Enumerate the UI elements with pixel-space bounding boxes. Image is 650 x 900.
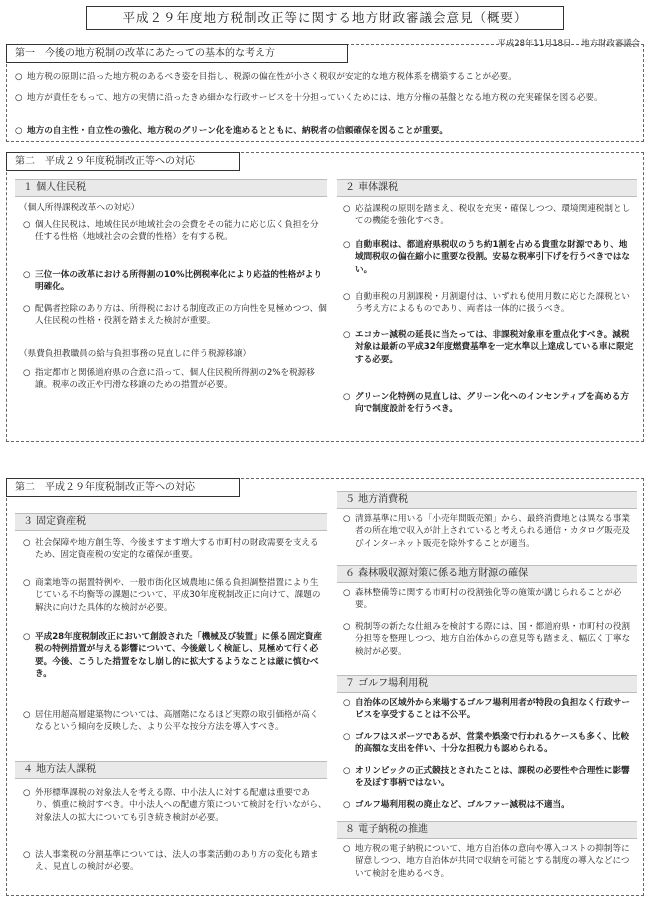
list-item: ○ ゴルフ場利用税の廃止など、ゴルファー減税は不適当。 <box>355 799 635 811</box>
subsection-heading: ８ 電子納税の推進 <box>337 821 637 839</box>
list-item: ○ オリンピックの正式競技とされたことは、課税の必要性や合理性に影響を及ぼす事柄ではない。 <box>355 765 635 790</box>
section-2-left-column <box>15 179 327 437</box>
section-3-heading: 第二 平成２９年度税制改正等への対応 <box>6 478 240 497</box>
list-item: ○ 税制等の新たな仕組みを検討する際には、国・都道府県・市町村の役割分担等を整理しつつ、地方自治体からの意見等も踏まえ、幅広く丁寧な検討が必要。 <box>355 621 635 658</box>
list-item: ○ 自動車税の月割課税・月割還付は、いずれも使用月数に応じた課税という考え方によるものであり、両者は一体的に扱うべき。 <box>355 291 635 316</box>
list-item: ○ 森林整備等に関する市町村の役割強化等の施策が講じられることが必要。 <box>355 587 635 612</box>
list-item: ○ 三位一体の改革における所得割の10%比例税率化により応益的性格がより明確化。 <box>35 269 327 294</box>
page-title-text: 平成２９年度地方税制改正等に関する地方財政審議会意見（概要） <box>122 10 528 26</box>
date: 平成28年11月18日 <box>497 38 572 48</box>
subsection-heading: ３ 固定資産税 <box>15 513 327 531</box>
list-item: ○ 清算基準に用いる「小売年間販売額」から、最終消費地とは異なる事業者の所在地で収入が計上されていると考えられる通信・カタログ販売及びインターネット販売を除外することが適当。 <box>355 513 635 550</box>
list-item: ○ 居住用超高層建築物については、高層階になるほど実際の取引価格が高くなるという傾向を反映した、より公平な按分方法を導入すべき。 <box>35 709 327 734</box>
section-2-right-column <box>337 179 637 437</box>
section-1-item: ○ 地方の自主性・自立性の強化、地方税のグリーン化を進めるとともに、納税者の信頼確保を図ることが重要。 <box>27 125 627 137</box>
list-item: ○ 個人住民税は、地域住民が地域社会の会費をその能力に応じ広く負担を分任する性格（地域社会の会費的性格）を有する税。 <box>35 219 327 244</box>
list-item: ○ ゴルフはスポーツであるが、営業や娯楽で行われるケースも多く、比較的高額な支出を伴い、十分な担税力も認められる。 <box>355 731 635 756</box>
list-item: ○ 外形標準課税の対象法人を考える際、中小法人に対する配慮は重要であり、慎重に検討すべき。中小法人への配慮方策について検討を行いながら、対象法人の拡大についても引き続き検討が必要。 <box>35 787 327 824</box>
list-item: ○ 商業地等の据置特例や、一般市街化区域農地に係る負担調整措置により生じている不均衡等の課題について、平成30年度税制改正に向けて、課題の解決に向けた具体的な検討が必要。 <box>35 577 327 614</box>
subsection-heading: ２ 車体課税 <box>337 179 637 197</box>
section-1 <box>6 44 644 142</box>
section-2-heading: 第二 平成２９年度税制改正等への対応 <box>6 152 240 171</box>
subsection-heading: ４ 地方法人課税 <box>15 761 327 779</box>
section-3 <box>6 478 644 896</box>
section-1-item: ○ 地方税の原則に沿った地方税のあるべき姿を目指し、税源の偏在性が小さく税収が安定的な地方税体系を構築することが必要。 <box>27 71 627 83</box>
list-item: ○ 地方税の電子納税について、地方自治体の意向や導入コストの抑制等に留意しつつ、地方自治体が共同で収納を可能とする制度の導入などについて検討を進めるべき。 <box>355 843 635 880</box>
list-item: ○ 自動車税は、都道府県税収のうち約1割を占める貴重な財源であり、地域間税収の偏在縮小に重要な役割。安易な税率引下げを行うべきではない。 <box>355 239 635 276</box>
list-item: ○ 配偶者控除のあり方は、所得税における制度改正の方向性を見極めつつ、個人住民税の性格・役割を踏まえた検討が重要。 <box>35 303 327 328</box>
section-3-left-column <box>15 513 327 893</box>
list-item: ○ 社会保障や地方創生等、今後ますます増大する市町村の財政需要を支えるため、固定資産税の安定的な確保が重要。 <box>35 537 327 562</box>
section-1-heading: 第一 今後の地方税制の改革にあたっての基本的な考え方 <box>6 44 348 63</box>
list-item: ○ 指定都市と関係道府県の合意に沿って、個人住民税所得割の2%を税源移譲。税率の改正や円滑な移譲のための措置が必要。 <box>35 367 327 392</box>
list-item: ○ エコカー減税の延長に当たっては、非課税対象車を重点化すべき。減税対象は最新の平成32年度燃費基準を一定水準以上達成している車に限定する必要。 <box>355 329 635 366</box>
list-item: ○ 自治体の区域外から来場するゴルフ場利用者が特段の負担なく行政サービスを享受することは不公平。 <box>355 697 635 722</box>
subsection-heading: ７ ゴルフ場利用税 <box>337 675 637 693</box>
subsection-heading: ５ 地方消費税 <box>337 491 637 509</box>
list-item: ○ 法人事業税の分割基準については、法人の事業活動のあり方の変化も踏まえ、見直しの検討が必要。 <box>35 849 327 874</box>
section-1-item: ○ 地方が責任をもって、地方の実情に沿ったきめ細かな行政サービスを十分担っていくためには、地方分権の基盤となる地方税の充実確保を図る必要。 <box>27 92 627 104</box>
subsection-heading: １ 個人住民税 <box>15 179 327 197</box>
section-3-right-column <box>337 491 637 895</box>
page-title <box>86 6 564 30</box>
organization: 地方財政審議会 <box>581 38 640 48</box>
subsection-note: （個人所得課税改革への対応） <box>19 203 140 213</box>
list-item: ○ 応益課税の原則を踏まえ、税収を充実・確保しつつ、環境関連税制としての機能を強化すべき。 <box>355 203 635 228</box>
list-item: ○ グリーン化特例の見直しは、グリーン化へのインセンティブを高める方向で制度設計を行うべき。 <box>355 391 635 416</box>
list-item: ○ 平成28年度税制改正において創設された「機械及び装置」に係る固定資産税の特例措置が与える影響について、今後厳しく検証し、見極めて行く必要。今後、こうした措置をなし崩し的に拡大するようなことは厳に慎むべき。 <box>35 631 327 681</box>
subsection-heading: ６ 森林吸収源対策に係る地方財源の確保 <box>337 565 637 583</box>
section-2 <box>6 152 644 442</box>
subsection-note: （県費負担教職員の給与負担事務の見直しに伴う税源移譲） <box>19 349 252 359</box>
